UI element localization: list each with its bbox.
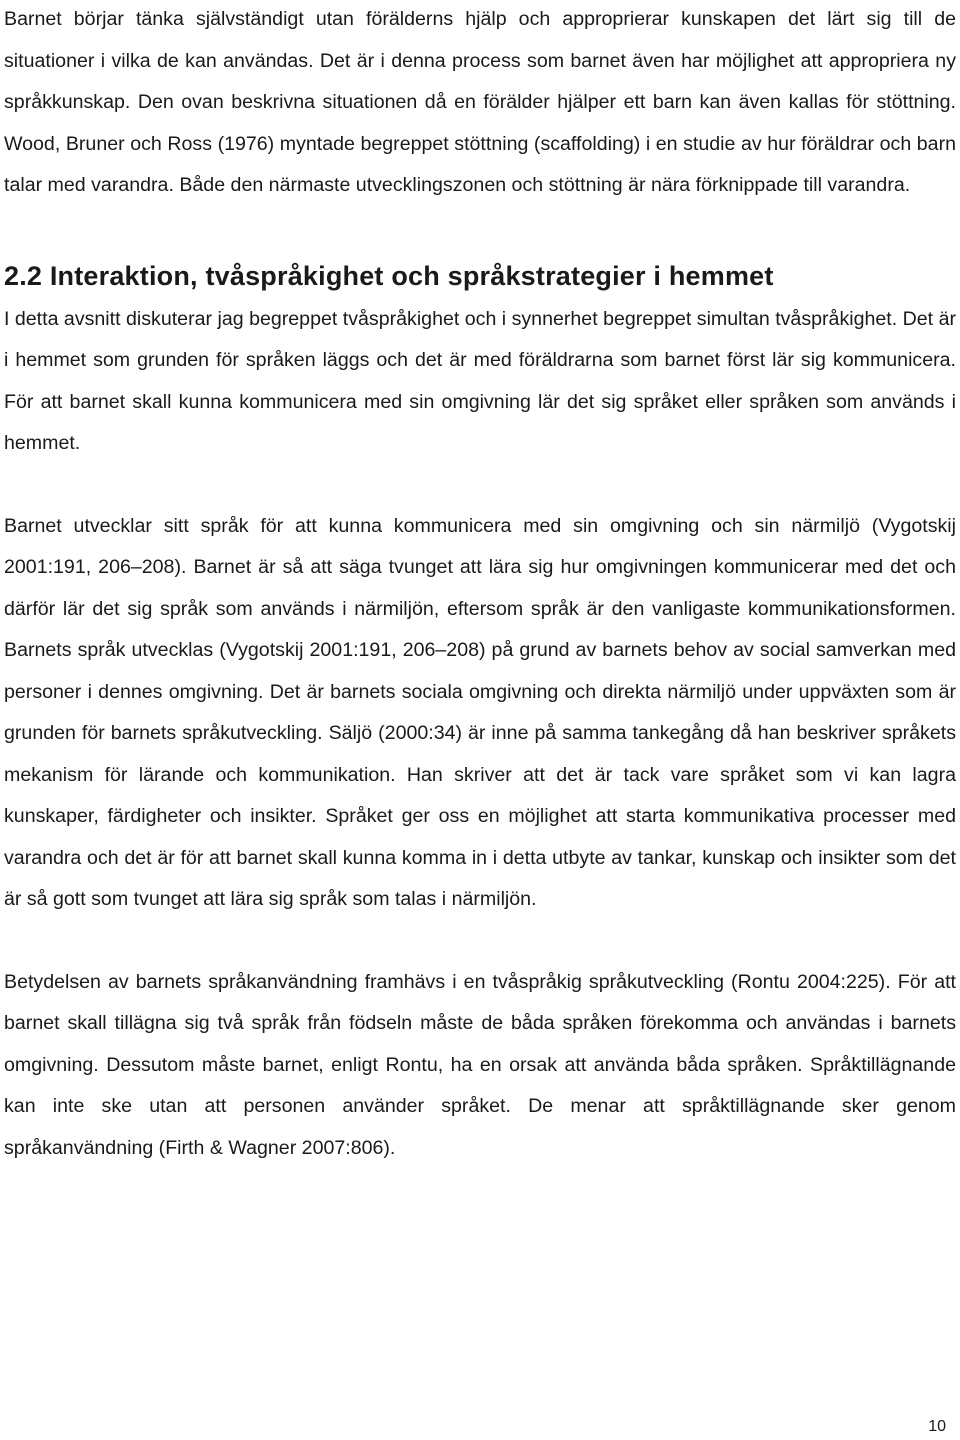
body-paragraph: I detta avsnitt diskuterar jag begreppet tvåspråkighet och i synnerhet begreppet simultan tvåspråkighet. Det är i hemmet som grunden för språken läggs och det är med föräldrarna som barnet först lär sig kommunicera. För att barnet skall kunna kommunicera med sin omgivning lär det sig språket eller språken som används i hemmet.	[4, 307, 956, 454]
page-number: 10	[928, 1418, 946, 1435]
section-heading: 2.2 Interaktion, tvåspråkighet och språkstrategier i hemmet	[4, 260, 774, 291]
body-paragraph: Betydelsen av barnets språkanvändning framhävs i en tvåspråkig språkutveckling (Rontu 2004:225). För att barnet skall tillägna sig två språk från födseln måste de båda språken förekomma och användas i barnets omgivning. Dessutom måste barnet, enligt Rontu, ha en orsak att använda båda språken. Språktillägnande kan inte ske utan att personen använder språket. De menar att språktillägnande sker genom språkanvändning (Firth & Wagner 2007:806).	[4, 970, 956, 1159]
body-paragraph: Barnet börjar tänka självständigt utan förälderns hjälp och approprierar kunskapen det lärt sig till de situationer i vilka de kan användas. Det är i denna process som barnet även har möjlighet att appropriera ny språkkunskap. Den ovan beskrivna situationen då en förälder hjälper ett barn kan även kallas för stöttning. Wood, Bruner och Ross (1976) myntade begreppet stöttning (scaffolding) i en studie av hur föräldrar och barn talar med varandra. Både den närmaste utvecklingszonen och stöttning är nära förknippade till varandra.	[4, 8, 956, 196]
body-paragraph: Barnet utvecklar sitt språk för att kunna kommunicera med sin omgivning och sin närmiljö (Vygotskij 2001:191, 206–208). Barnet är så att säga tvunget att lära sig hur omgivningen kommunicerar med det och därför lär det sig språk som används i närmiljön, eftersom språk är den vanligaste kommunikationsformen. Barnets språk utvecklas (Vygotskij 2001:191, 206–208) på grund av barnets behov av social samverkan med personer i dennes omgivning. Det är barnets sociala omgivning och direkta närmiljö under uppväxten som är grunden för barnets språkutveckling. Säljö (2000:34) är inne på samma tankegång då han beskriver språkets mekanism för lärande och kommunikation. Han skriver att det är tack vare språket som vi kan lagra kunskaper, färdigheter och insikter. Språket ger oss en möjlighet att starta kommunikativa processer med varandra och det är för att barnet skall kunna komma in i detta utbyte av tankar, kunskap och insikter som det är så gott som tvunget att lära sig språk som talas i närmiljön.	[4, 514, 956, 910]
document-page	[4, 0, 956, 1169]
